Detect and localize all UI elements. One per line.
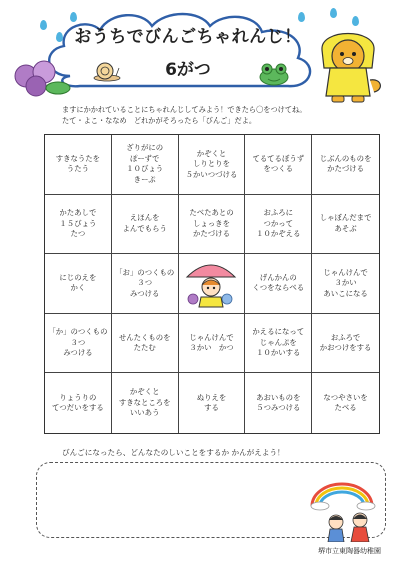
bingo-cell[interactable] [45,254,112,314]
cell-text: ざりがにの ぽーずで １０びょう きーぷ [126,143,164,184]
bingo-cell[interactable] [312,254,379,314]
bingo-cell[interactable] [312,314,379,374]
cell-text: おふろに つかって １０かぞえる [256,208,301,239]
cell-text: えほんを よんでもらう [122,213,167,233]
cell-text: せんたくものを たたむ [118,332,171,353]
children-icon [306,472,386,542]
cell-text: かたあしで １５びょう たつ [59,208,97,239]
bingo-cell[interactable] [312,135,379,195]
bingo-cell[interactable] [312,195,379,255]
cell-text: 「お」のつくもの ３つ みつける [115,267,175,298]
raindrop-icon [70,12,77,22]
bingo-cell[interactable] [45,195,112,255]
bingo-cell[interactable] [245,314,312,374]
bingo-cell[interactable] [112,254,179,314]
raindrop-icon [330,8,337,18]
bingo-cell[interactable] [179,135,246,195]
cell-text: おふろで かおつけをする [319,332,372,353]
raindrop-icon [56,32,63,42]
bingo-cell[interactable] [312,373,379,433]
bingo-cell[interactable] [179,195,246,255]
bingo-cell[interactable] [112,373,179,433]
cell-text: てるてるぼうず をつくる [252,153,305,174]
cell-text: じゃんけんで ３かい かつ [189,332,234,353]
bingo-grid [44,134,380,434]
raindrop-icon [40,20,47,30]
cell-text: しゃぼんだまで あそぶ [319,213,372,233]
cell-text: ぬりえを する [196,392,227,413]
cell-text: なつやさいを たべる [323,392,368,413]
bingo-cell[interactable] [245,373,312,433]
cell-text: じゃんけんで ３かい あいこになる [323,267,368,298]
cell-text: 「か」のつくもの ３つ みつける [48,327,108,358]
title-main: おうちでびんごちゃれんじ！ [74,27,302,47]
cell-text: かぞくと すきなところを いいあう [118,387,171,418]
cell-text: かぞくと しりとりを ５かいつづける [185,148,238,179]
bingo-cell[interactable] [179,314,246,374]
instructions [62,104,402,126]
bear-raincoat-icon [312,20,384,104]
cell-text: すきなうたを うたう [55,153,101,174]
hydrangea-icon [12,58,72,98]
cell-text: じぶんのものを かたづける [319,153,372,174]
cell-text: りょうりの てつだいをする [52,392,104,413]
frog-icon [256,60,292,86]
bingo-prompt: びんごになったら、どんなたのしいことをするか かんがえよう！ [62,448,285,457]
cell-text: げんかんの くつをならべる [252,272,305,293]
instructions-line1: ますにかかれていることにちゃれんじしてみよう！できたら〇をつけてね。 [62,105,307,114]
bingo-cell[interactable] [45,135,112,195]
bingo-cell[interactable] [112,314,179,374]
cell-text: あおいものを ５つみつける [256,392,301,413]
bingo-cell[interactable] [245,195,312,255]
bingo-cell[interactable] [112,135,179,195]
cell-text: かえるになって じゃんぷを １０かいする [252,327,305,358]
instructions-line2: たて・よこ・ななめ どれかがそろったら「びんご」だよ。 [62,116,257,125]
bingo-center-cell [179,254,246,314]
bingo-cell[interactable] [112,195,179,255]
snail-icon [92,58,122,82]
bingo-cell[interactable] [245,135,312,195]
raindrop-icon [298,12,305,22]
bingo-cell[interactable] [45,314,112,374]
cell-text: たべたあとの しょっきを かたづける [189,208,234,239]
title-month: 6がつ [165,60,211,80]
bingo-cell[interactable] [245,254,312,314]
cell-text: にじのえを かく [59,272,97,293]
school-name: 堺市立東陶器幼稚園 [318,547,381,555]
bingo-cell[interactable] [45,373,112,433]
child-umbrella-icon [183,257,239,309]
bingo-cell[interactable] [179,373,246,433]
